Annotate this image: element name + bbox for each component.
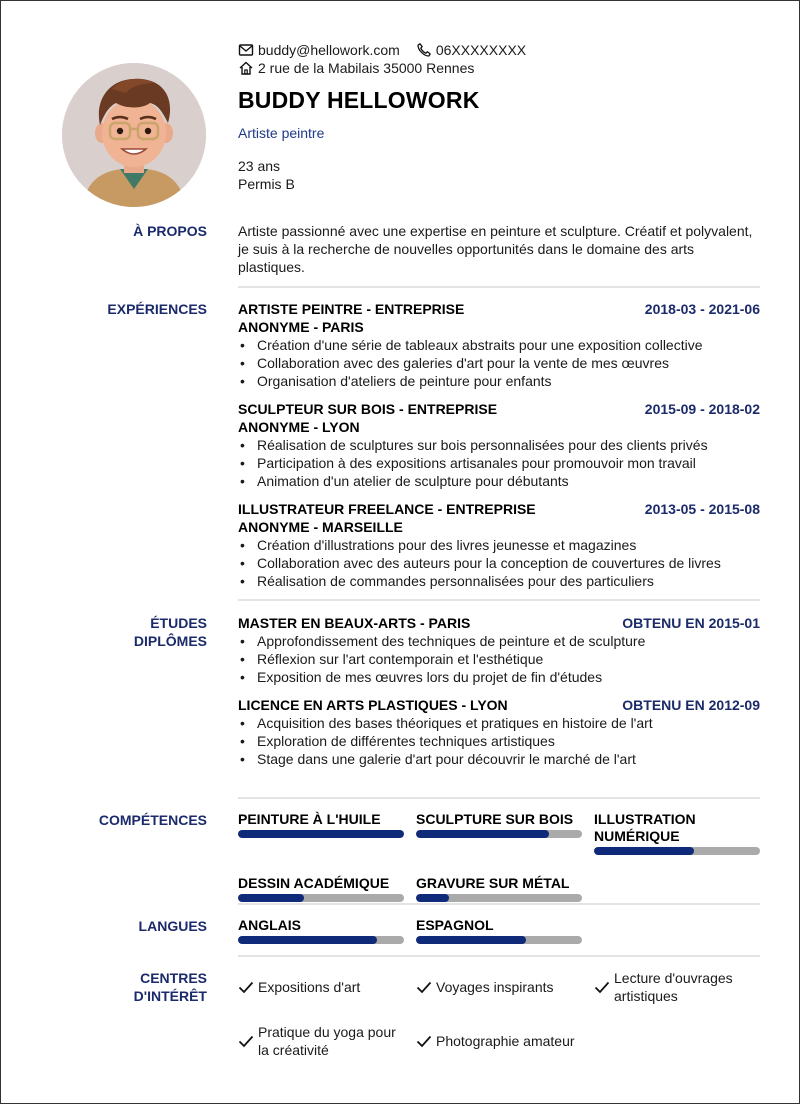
skill-item <box>238 811 404 855</box>
divider <box>238 797 760 799</box>
language-item <box>416 917 582 944</box>
list-item: • Participation à des expositions artisanales pour promouvoir mon travail <box>238 454 760 472</box>
language-label: ESPAGNOL <box>416 917 494 933</box>
interest-item <box>238 1023 416 1059</box>
job-title: Artiste peintre <box>238 125 325 141</box>
divider <box>238 599 760 601</box>
languages-section-title: LANGUES <box>138 918 207 934</box>
language-bar <box>416 936 582 944</box>
languages-grid <box>238 917 760 944</box>
skill-item <box>416 811 582 855</box>
checkmark-icon <box>594 980 610 994</box>
skill-bar-fill <box>416 830 549 838</box>
contact-block <box>238 41 778 77</box>
personal-info <box>238 157 295 193</box>
list-item: • Animation d'un atelier de sculpture pour débutants <box>238 472 760 490</box>
interest-label: Voyages inspirants <box>436 979 554 995</box>
education-title-line2: DIPLÔMES <box>133 633 207 649</box>
list-item: • Stage dans une galerie d'art pour découvrir le marché de l'art <box>238 750 760 768</box>
interest-label: Lecture d'ouvrages artistiques <box>614 970 733 1004</box>
email-text: buddy@hellowork.com <box>258 42 400 58</box>
list-item: • Collaboration avec des auteurs pour la conception de couvertures de livres <box>238 554 760 572</box>
language-label: ANGLAIS <box>238 917 301 933</box>
skill-bar <box>238 894 404 902</box>
interests-title-line2: D'INTÉRÊT <box>133 988 207 1004</box>
full-name: BUDDY HELLOWORK <box>238 87 480 113</box>
skill-bar-fill <box>594 847 694 855</box>
list-item: • Approfondissement des techniques de peinture et de sculpture <box>238 632 760 650</box>
skill-bar <box>416 830 582 838</box>
education-title-line1: ÉTUDES <box>150 615 207 631</box>
about-text: Artiste passionné avec une expertise en peinture et sculpture. Créatif et polyvalent, je suis à la recherche de nouvelles opportunités dans le domaine des arts plastiques. <box>238 223 753 275</box>
experience-title: ILLUSTRATEUR FREELANCE - ENTREPRISE ANONYME - MARSEILLE <box>238 501 536 535</box>
list-item: • Organisation d'ateliers de peinture pour enfants <box>238 372 760 390</box>
skill-item <box>594 811 760 855</box>
list-item: • Exposition de mes œuvres lors du projet de fin d'études <box>238 668 760 686</box>
interests-title-line1: CENTRES <box>140 970 207 986</box>
skill-item <box>238 875 404 902</box>
skill-bar <box>416 894 582 902</box>
education-date: OBTENU EN 2012-09 <box>622 697 760 713</box>
experience-date: 2013-05 - 2015-08 <box>644 501 760 517</box>
interest-item <box>416 969 594 1005</box>
license-text: Permis B <box>238 176 295 192</box>
language-bar <box>238 936 404 944</box>
interest-label: Pratique du yoga pour la créativité <box>258 1024 396 1058</box>
interest-item <box>594 969 760 1005</box>
divider <box>238 286 760 288</box>
language-item <box>238 917 404 944</box>
list-item: • Acquisition des bases théoriques et pratiques en histoire de l'art <box>238 714 760 732</box>
experiences-section-title: EXPÉRIENCES <box>107 301 207 317</box>
checkmark-icon <box>416 1034 432 1048</box>
experience-entry <box>238 500 760 590</box>
experience-date: 2018-03 - 2021-06 <box>644 301 760 317</box>
education-section-title <box>21 614 207 650</box>
skill-label: GRAVURE SUR MÉTAL <box>416 875 570 891</box>
list-item: • Exploration de différentes techniques artistiques <box>238 732 760 750</box>
skill-item <box>416 875 582 902</box>
education-title: MASTER EN BEAUX-ARTS - PARIS <box>238 615 471 631</box>
language-bar-fill <box>238 936 377 944</box>
skill-label: SCULPTURE SUR BOIS <box>416 811 574 827</box>
list-item: • Réalisation de commandes personnalisées pour des particuliers <box>238 572 760 590</box>
divider <box>238 903 760 905</box>
skill-bar-fill <box>238 894 304 902</box>
skills-grid <box>238 811 760 902</box>
checkmark-icon <box>416 980 432 994</box>
checkmark-icon <box>238 980 254 994</box>
experience-title: ARTISTE PEINTRE - ENTREPRISE ANONYME - PARIS <box>238 301 465 335</box>
phone-item <box>416 41 526 59</box>
education-title: LICENCE EN ARTS PLASTIQUES - LYON <box>238 697 508 713</box>
education-entry <box>238 614 760 686</box>
skills-section-title: COMPÉTENCES <box>98 812 207 828</box>
interest-label: Photographie amateur <box>436 1033 575 1049</box>
address-text: 2 rue de la Mabilais 35000 Rennes <box>258 60 475 76</box>
education-list <box>238 614 760 778</box>
list-item: • Création d'illustrations pour des livres jeunesse et magazines <box>238 536 760 554</box>
checkmark-icon <box>238 1034 254 1048</box>
interest-label: Expositions d'art <box>258 979 361 995</box>
avatar <box>62 63 206 207</box>
experience-entry <box>238 300 760 390</box>
age-text: 23 ans <box>238 158 281 174</box>
education-date: OBTENU EN 2015-01 <box>622 615 760 631</box>
home-icon <box>238 60 254 76</box>
address-item <box>238 59 474 77</box>
skill-label: PEINTURE À L'HUILE <box>238 811 381 827</box>
divider <box>238 955 760 957</box>
about-section-title: À PROPOS <box>133 223 207 239</box>
skill-label: ILLUSTRATION NUMÉRIQUE <box>594 811 696 844</box>
envelope-icon <box>238 42 254 58</box>
phone-text: 06XXXXXXXX <box>435 42 527 58</box>
skill-bar-fill <box>238 830 404 838</box>
skill-bar <box>594 847 760 855</box>
skill-bar-fill <box>416 894 449 902</box>
experience-entry <box>238 400 760 490</box>
skill-bar <box>238 830 404 838</box>
interest-item <box>416 1023 594 1059</box>
interest-item <box>238 969 416 1005</box>
avatar-illustration <box>62 63 206 207</box>
interests-section-title <box>21 969 207 1005</box>
experience-title: SCULPTEUR SUR BOIS - ENTREPRISE ANONYME - LYON <box>238 401 498 435</box>
list-item: • Création d'une série de tableaux abstraits pour une exposition collective <box>238 336 760 354</box>
education-entry <box>238 696 760 768</box>
phone-icon <box>416 42 432 58</box>
list-item: • Réflexion sur l'art contemporain et l'esthétique <box>238 650 760 668</box>
experiences-list <box>238 300 760 600</box>
skill-label: DESSIN ACADÉMIQUE <box>238 875 390 891</box>
list-item: • Collaboration avec des galeries d'art pour la vente de mes œuvres <box>238 354 760 372</box>
experience-date: 2015-09 - 2018-02 <box>644 401 760 417</box>
language-bar-fill <box>416 936 526 944</box>
list-item: • Réalisation de sculptures sur bois personnalisées pour des clients privés <box>238 436 760 454</box>
interests-grid <box>238 969 760 1059</box>
email-item <box>238 41 400 59</box>
